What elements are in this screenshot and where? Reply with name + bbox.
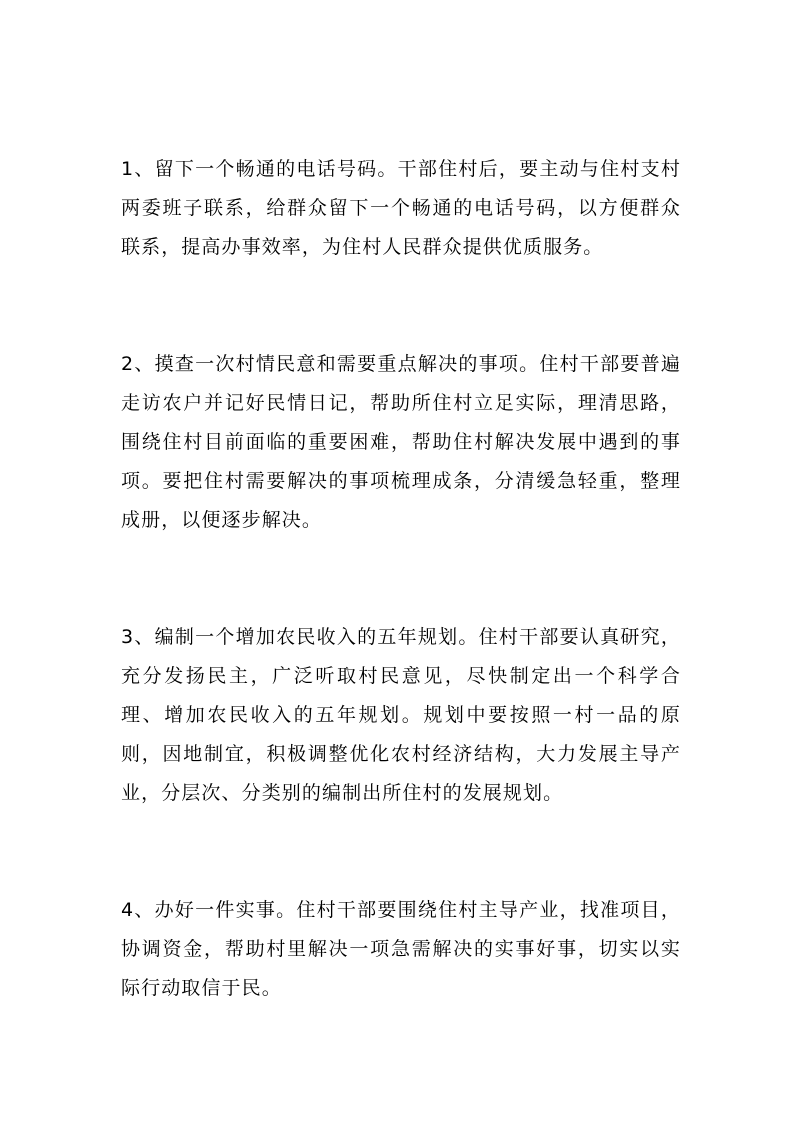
- paragraph-2: 2、摸查一次村情民意和需要重点解决的事项。住村干部要普遍走访农户并记好民情日记，帮助所住村立足实际，理清思路，围绕住村目前面临的重要困难，帮助住村解决发展中遇到的事项。要把住村需要解决的事项梳理成条，分清缓急轻重，整理成册，以便逐步解决。: [121, 353, 681, 531]
- paragraph-1: 1、留下一个畅通的电话号码。干部住村后，要主动与住村支村两委班子联系，给群众留下一个畅通的电话号码，以方便群众联系，提高办事效率，为住村人民群众提供优质服务。: [121, 158, 681, 258]
- paragraph-4: 4、办好一件实事。住村干部要围绕住村主导产业，找准项目，协调资金，帮助村里解决一项急需解决的实事好事，切实以实际行动取信于民。: [121, 899, 681, 999]
- paragraph-3: 3、编制一个增加农民收入的五年规划。住村干部要认真研究，充分发扬民主，广泛听取村民意见，尽快制定出一个科学合理、增加农民收入的五年规划。规划中要按照一村一品的原则，因地制宜，积极调整优化农村经济结构，大力发展主导产业，分层次、分类别的编制出所住村的发展规划。: [121, 626, 681, 804]
- document-body: [121, 150, 681, 1008]
